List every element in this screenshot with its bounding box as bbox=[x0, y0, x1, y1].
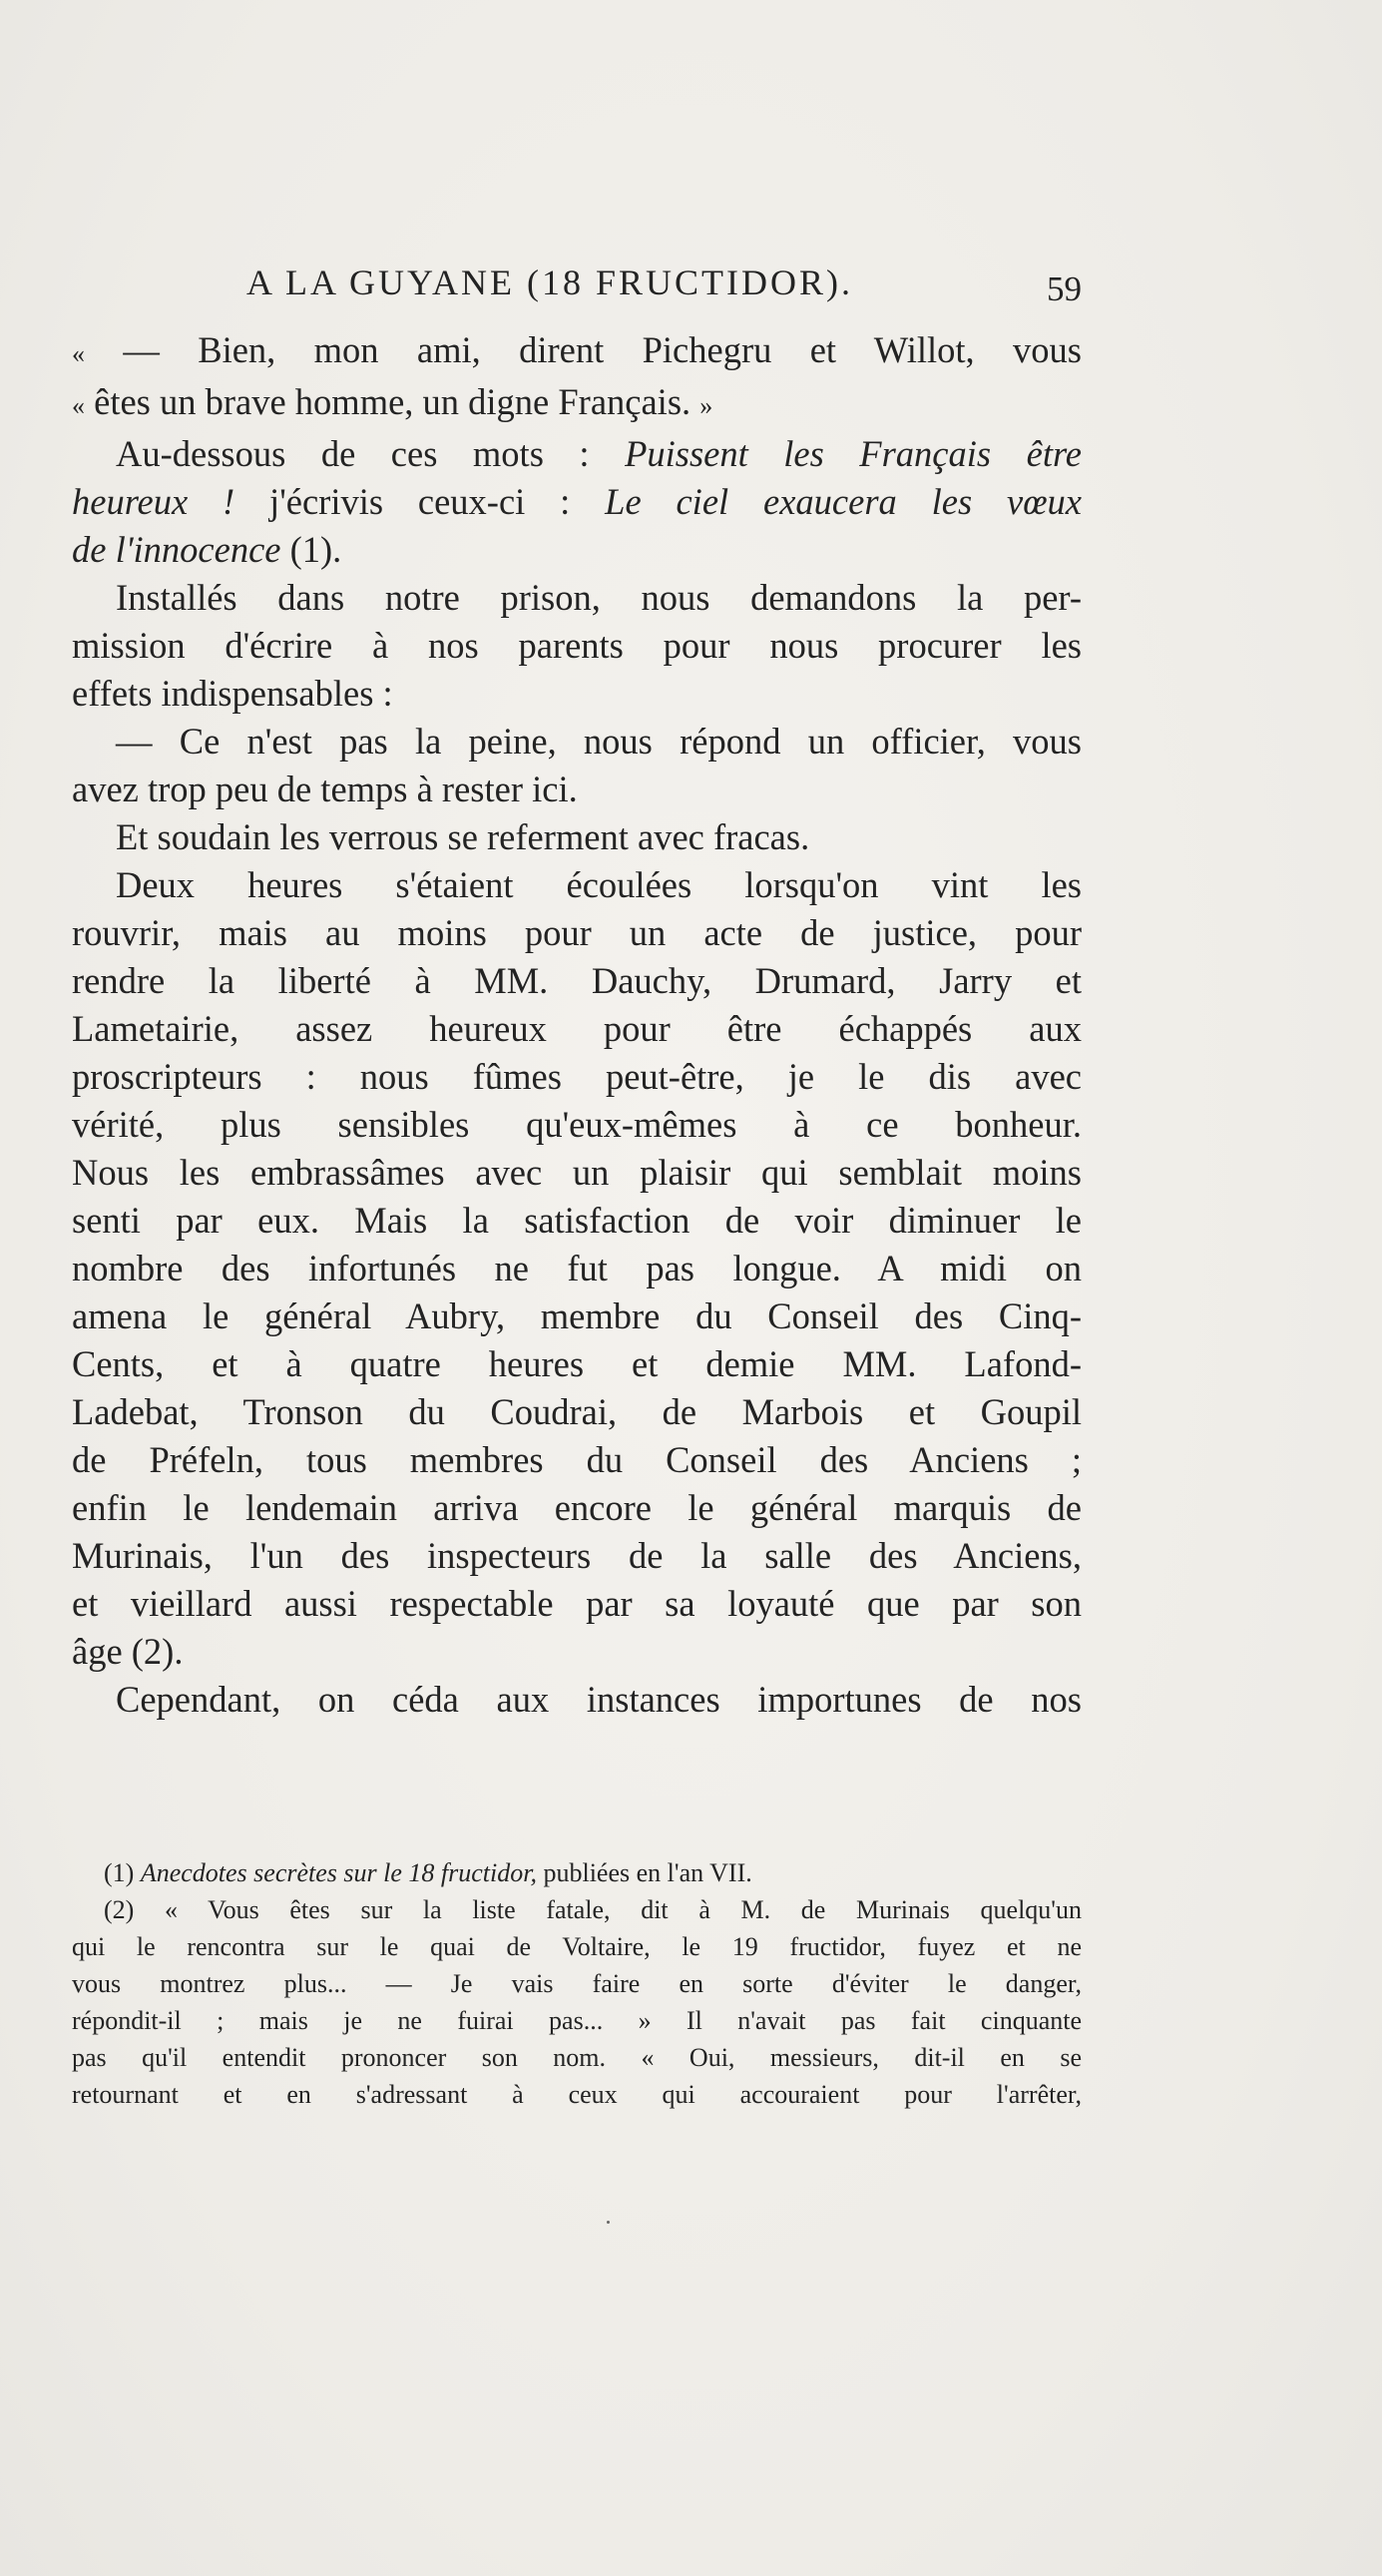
text-line: senti par eux. Mais la satisfaction de voir diminuer le bbox=[72, 1200, 1082, 1241]
italic-quote: Puissent les Français être bbox=[625, 433, 1083, 474]
text-line: et vieillard aussi respectable par sa loyauté que par son bbox=[72, 1583, 1082, 1624]
text-line: Cents, et à quatre heures et demie MM. Lafond- bbox=[72, 1343, 1082, 1384]
page-number: 59 bbox=[1047, 269, 1082, 308]
footnote-1: (1) Anecdotes secrètes sur le 18 fructidor, publiées en l'an VII. bbox=[104, 1858, 752, 1887]
text-line: Installés dans notre prison, nous demandons la per- bbox=[116, 577, 1082, 618]
footnote-2-line: qui le rencontra sur le quai de Voltaire, le 19 fructidor, fuyez et ne bbox=[72, 1932, 1082, 1961]
running-head: A LA GUYANE (18 FRUCTIDOR). bbox=[246, 262, 854, 302]
text-line: amena le général Aubry, membre du Conseil des Cinq- bbox=[72, 1295, 1082, 1336]
quote-mark: » bbox=[699, 391, 713, 420]
text-line: avez trop peu de temps à rester ici. bbox=[72, 769, 578, 809]
text-line: rouvrir, mais au moins pour un acte de justice, pour bbox=[72, 912, 1082, 953]
footnotes bbox=[72, 1854, 1082, 2113]
text-line: nombre des infortunés ne fut pas longue. A midi on bbox=[72, 1248, 1082, 1288]
text-line: effets indispensables : bbox=[72, 673, 393, 714]
text-line bbox=[72, 526, 1082, 574]
text-line: — Ce n'est pas la peine, nous répond un officier, vous bbox=[116, 721, 1082, 762]
text-line: proscripteurs : nous fûmes peut-être, je le dis avec bbox=[72, 1056, 1082, 1097]
text-line: enfin le lendemain arriva encore le général marquis de bbox=[72, 1487, 1082, 1528]
text-line: Et soudain les verrous se referment avec fracas. bbox=[116, 816, 810, 857]
footnote-2-line: pas qu'il entendit prononcer son nom. « Oui, messieurs, dit-il en se bbox=[72, 2043, 1082, 2072]
text-line: « — Bien, mon ami, dirent Pichegru et Willot, vous bbox=[72, 329, 1082, 370]
text-line: Au-dessous de ces mots : Puissent les Français être bbox=[116, 433, 1083, 474]
text-line: rendre la liberté à MM. Dauchy, Drumard, Jarry et bbox=[72, 960, 1082, 1001]
text-line: Ladebat, Tronson du Coudrai, de Marbois et Goupil bbox=[72, 1391, 1082, 1432]
italic-quote: heureux ! bbox=[72, 481, 235, 522]
footnote-2-line: retournant et en s'adressant à ceux qui accouraient pour l'arrêter, bbox=[72, 2080, 1082, 2109]
text-line: Lametairie, assez heureux pour être échappés aux bbox=[72, 1008, 1082, 1049]
text-line: Cependant, on céda aux instances importunes de nos bbox=[116, 1679, 1082, 1720]
page-header bbox=[72, 261, 1082, 308]
italic-quote: Le ciel exaucera les vœux bbox=[605, 481, 1083, 522]
ink-speck bbox=[607, 2221, 610, 2224]
text-line: « êtes un brave homme, un digne Français. » bbox=[72, 381, 713, 422]
text-line: heureux ! j'écrivis ceux-ci : Le ciel exaucera les vœux bbox=[72, 481, 1083, 522]
text-line: vérité, plus sensibles qu'eux-mêmes à ce bonheur. bbox=[72, 1104, 1082, 1145]
italic-quote: de l'innocence bbox=[72, 529, 281, 570]
text-line: Murinais, l'un des inspecteurs de la salle des Anciens, bbox=[72, 1535, 1082, 1576]
quote-mark: « bbox=[72, 391, 85, 420]
footnote-2-line: vous montrez plus... — Je vais faire en sorte d'éviter le danger, bbox=[72, 1969, 1082, 1998]
text-line: Deux heures s'étaient écoulées lorsqu'on vint les bbox=[116, 864, 1082, 905]
footnote-ref: (1). bbox=[280, 529, 342, 570]
footnote-2-line: (2) « Vous êtes sur la liste fatale, dit à M. de Murinais quelqu'un bbox=[104, 1895, 1082, 1924]
text-line: de Préfeln, tous membres du Conseil des Anciens ; bbox=[72, 1439, 1082, 1480]
text-line: âge (2). bbox=[72, 1631, 184, 1672]
italic-title: Anecdotes secrètes sur le 18 fructidor, bbox=[140, 1858, 537, 1887]
text-line: mission d'écrire à nos parents pour nous procurer les bbox=[72, 625, 1082, 666]
quote-mark: « bbox=[72, 339, 85, 368]
main-text bbox=[72, 326, 1082, 1724]
footnote-2-line: répondit-il ; mais je ne fuirai pas... » Il n'avait pas fait cinquante bbox=[72, 2006, 1082, 2035]
text-line: Nous les embrassâmes avec un plaisir qui semblait moins bbox=[72, 1152, 1082, 1193]
